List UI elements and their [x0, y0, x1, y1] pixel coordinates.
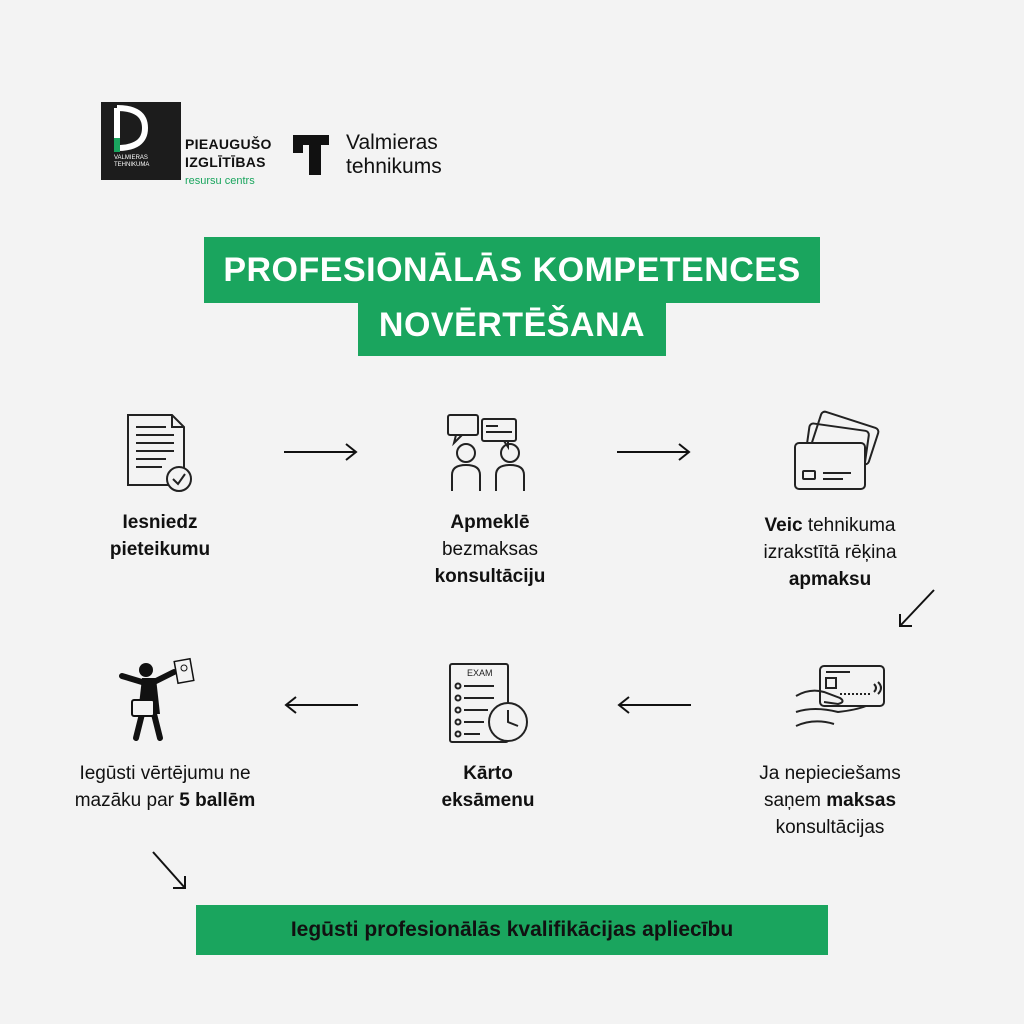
arrow-left-1 — [617, 695, 691, 715]
pirc-line2: IZGLĪTĪBAS — [185, 154, 266, 170]
vt-logo-mark — [293, 133, 333, 177]
vt-line2: tehnikums — [346, 155, 442, 178]
document-check-icon — [126, 413, 196, 493]
card-in-hand-icon — [794, 662, 890, 740]
page-title-line1: PROFESIONĀLĀS KOMPETENCES — [204, 237, 820, 303]
arrow-down-right — [151, 850, 189, 892]
vt-line1: Valmieras — [346, 131, 438, 154]
step-4-label: Ja nepieciešams saņem maksas konsultācijas — [759, 763, 901, 838]
step-3-label: Veic tehnikuma izrakstītā rēķina apmaksu — [763, 515, 897, 590]
arrow-right-1 — [284, 442, 358, 462]
arrow-down-left — [896, 588, 936, 630]
arrow-left-2 — [284, 695, 358, 715]
payment-cards-icon — [793, 413, 883, 493]
page-title-line2: NOVĒRTĒŠANA — [358, 298, 666, 356]
exam-label: EXAM — [467, 668, 493, 678]
exam-clock-icon — [448, 662, 532, 746]
pirc-logo-text — [185, 135, 272, 190]
arrow-right-2 — [617, 442, 691, 462]
step-6-label: Iegūsti vērtējumu ne mazāku par 5 ballēm — [74, 763, 256, 811]
pirc-logo-tiny-text: VALMIERAS TEHNIKUMA — [114, 155, 150, 168]
consultation-people-icon — [446, 413, 530, 493]
pirc-line3: resursu centrs — [185, 175, 255, 187]
step-5-label: Kārto eksāmenu — [441, 763, 535, 811]
graduate-celebration-icon — [120, 658, 200, 742]
pirc-line1: PIEAUGUŠO — [185, 136, 272, 152]
step-2-label: Apmeklē bezmaksas konsultāciju — [434, 512, 546, 587]
final-result-banner: Iegūsti profesionālās kvalifikācijas apliecību — [196, 905, 828, 955]
vt-logo-text — [346, 131, 442, 179]
step-1-label: Iesniedz pieteikumu — [109, 512, 211, 560]
